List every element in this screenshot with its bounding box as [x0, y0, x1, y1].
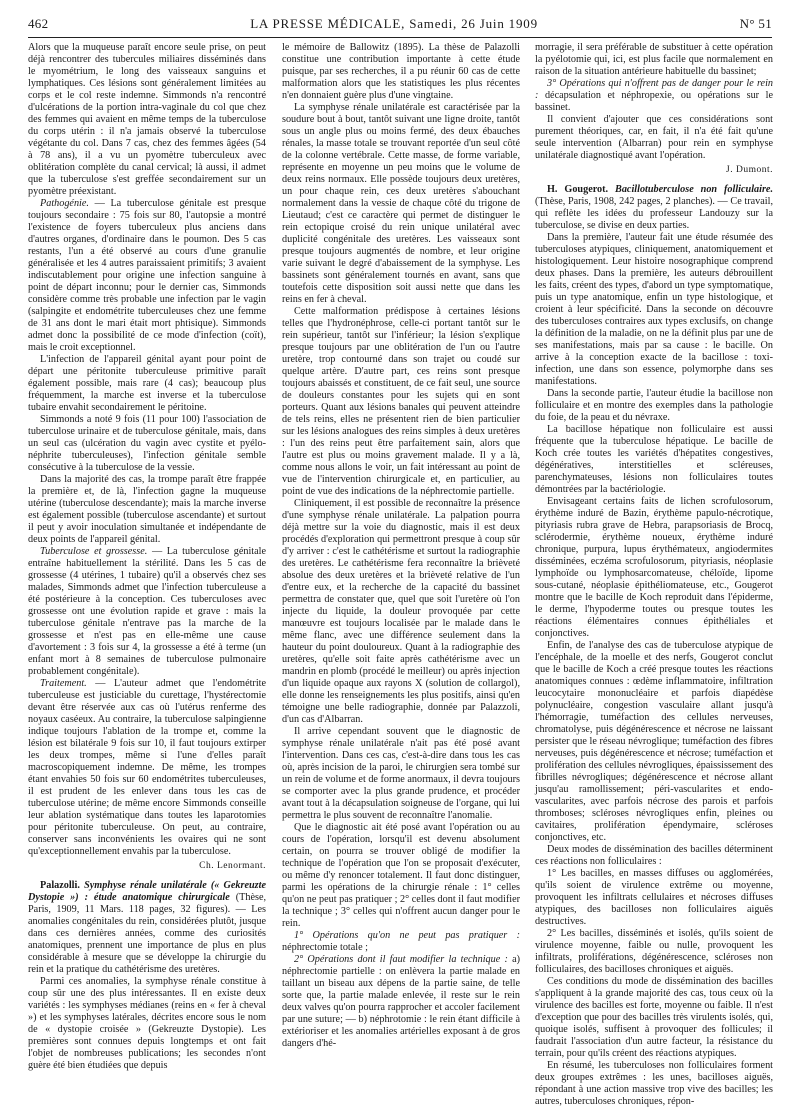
issue-number: N° 51	[739, 16, 772, 31]
paragraph-text: a) néphrectomie partielle : on enlèvera la partie malade en taillant un biseau aux dépens de la partie saine, de telle sorte que, la partie malade enlevée, il reste sur le rein deux valves qu'on pourra rapprocher et accoler facilement par une suture; — b) néphrotomie : le rein étant difficile à extérioriser et les anomalies artérielles exposant à de gros dangers d'hé-	[282, 954, 520, 1049]
paragraph: Parmi ces anomalies, la symphyse rénale constitue à coup sûr une des plus intéressantes. Il en existe deux variétés : les symphyses médianes (reins en « fer à cheval ») et les symphyses latérales, décrites encore sous le nom de « dystopie croisée » (Gekreuzte Dystopie). Les premières sont connues depuis longtemps et ont fait l'objet de nombreuses publications; les secondes n'ont guère été bien étudiées que depuis	[28, 976, 266, 1071]
paragraph: Envisageant certains faits de lichen scrofulosorum, érythème induré de Bazin, érythème papulo-nécrotique, pityriasis rubra grave de Hebra, parapsoriasis de Brocq, sclérodermie, érythème noueux, érythème induré chronique, purpura, lupus érythémateux, angiodermites disséminées, eczéma scrofulosorum, pityriasis, néoplasie lymphoïde ou lymphosarcomateuse, chéloïde, lipome sous-cutané, néoplasie épithéliomateuse, etc., Gougerot montre que le bacille de Koch reproduit dans l'épiderme, le derme, l'hypoderme toutes ou presque toutes les réactions élémentaires connues épithéliales et conjonctives.	[535, 496, 773, 639]
paragraph: Cliniquement, il est possible de reconnaître la présence d'une symphyse rénale unilatérale. La palpation pourra déjà mettre sur la voie du diagnostic, mais il est deux procédés d'exploration qui permettront presque à coup sûr d'y arriver : c'est le cathétérisme et surtout la radiographie des uretères. Le cathétérisme fera reconnaître la brièveté absolue des deux uretères et la brièveté relative de l'un d'entre eux, et la recherche de la capacité du bassinet permettra de constater que, quel que soit l'uretère où l'on injecte du liquide, la douleur provoquée par cette manœuvre est toujours localisée par le malade dans le même flanc, avec une différence seulement dans la hauteur du point douloureux. Quant à la radiographie des uretères, qu'elle soit faite après cathétérisme avec un mandrin en plomb (procédé le meilleur) ou après injection d'un liquide opaque aux rayons X (solution de collargol), elle donne les renseignements les plus positifs, ainsi qu'en témoigne une belle radiographie, donnée par Palazzoli, d'un cas d'Albarran.	[282, 498, 520, 725]
review-book-title: Bacillotuberculose non folliculaire.	[615, 184, 773, 195]
paragraph-grossesse	[28, 546, 266, 678]
paragraph: 1° Les bacilles, en masses diffuses ou agglomérées, qu'ils soient de virulence extrême ou moyenne, provoquent les infiltrats cellulaires et nécroses diffuses atypiques, des bacilloses non folliculaires aiguës destructives.	[535, 868, 773, 927]
paragraph-text: décapsulation et néphropexie, ou opérations sur le bassinet.	[535, 90, 773, 113]
page-number: 462	[28, 16, 49, 31]
review-book-title: Symphyse rénale unilatérale (« Gekreuzte Dystopie ») : étude anatomique chirurgicale	[28, 880, 266, 903]
paragraph: En résumé, les tuberculoses non folliculaires forment deux groupes extrêmes : les unes, bacilloses aiguës, répondant à une action massive trop vive des bacilles; les autres, tuberculoses chroniques, répon-	[535, 1060, 773, 1107]
paragraph: Il arrive cependant souvent que le diagnostic de symphyse rénale unilatérale n'ait pas été posé avant l'intervention. Dans ces cas, c'est-à-dire dans tous les cas où, après incision de la paroi, le chirurgien sera tombé sur un rein de volume et de forme anormaux, il devra toujours se comporter avec la plus grande prudence, et procéder avant tout à la décapsulation soigneuse de l'organe, qui lui permettra le plus souvent de reconnaître l'anomalie.	[282, 726, 520, 821]
paragraph: La bacillose hépatique non folliculaire est aussi fréquente que la tuberculose hépatique. Le bacille de Koch crée toutes les variétés d'hépatites congestives, dégénératives, interstitielles et scléreuses, parenchymateuses, lésions non folliculaires toutes démontrées par la bactériologie.	[535, 424, 773, 495]
paragraph: Ces conditions du mode de dissémination des bacilles s'appliquent à la grande majorité des cas, tous ceux où la virulence des bacilles est forte, moyenne ou faible. Il n'est d'exception que pour des bacilles très virulents isolés, qui, quoique isolés, suffisent à provoquer des follicules; il faudrait l'association d'un autre facteur, la résistance du terrain, pour qu'ils créent des réactions atypiques.	[535, 976, 773, 1059]
paragraph: Enfin, de l'analyse des cas de tuberculose atypique de l'encéphale, de la moelle et des nerfs, Gougerot conclut que le bacille de Koch a créé presque toutes les réactions anatomiques connues : œdème inflammatoire, infiltration leucocytaire mononucléaire et parfois diapédèse polynucléaire, congestion vasculaire allant jusqu'à l'hémorragie, tuméfaction des cellules nerveuses, chromatolyse, puis dégénérescence et nécrose ne laissant persister que le réseau névroglique; tuméfaction des fibres nerveuses, puis dégénérescence et nécrose; tuméfaction et prolifération des cellules névrogliques, épaississement des fibrilles névrogliques; dégénérescence et nécrose allant jusqu'au ramollissement; péri-vascularites et endo-vascularites, avec parfois nécrose des parois et parfois thromboses; scléroses névrogliques enfin, pleines ou cavitaires, prolifération épendymaire, scléroses conjonctives, etc.	[535, 640, 773, 843]
paragraph: Alors que la muqueuse paraît encore seule prise, on peut déjà rencontrer des tubercules miliaires disséminés dans le myométrium, le long des vaisseaux sanguins et lymphatiques. Ces lésions sont généralement limitées au corps et le col reste indemne. Simmonds n'a rencontré d'ulcérations de la portion intra-vaginale du col que chez des femmes qui avaient en même temps de la tuberculose du corps utérin : il n'a jamais observé la tuberculose végétante du col. Dans 7 cas, chez des femmes âgées (54 à 78 ans), il a vu un pyomètre tuberculeux avec oblitération complète du canal cervical; là aussi, il admet que la tuberculose s'est greffée secondairement sur un pyomètre préexistant.	[28, 42, 266, 197]
review-heading	[535, 184, 773, 232]
author-signature: J. Dumont.	[726, 165, 773, 175]
review-author: H. Gougerot.	[547, 184, 609, 195]
paragraph: Cette malformation prédispose à certaines lésions telles que l'hydronéphrose, celle-ci portant tantôt sur le rein supérieur, tantôt sur l'inférieur; la lésion s'explique presque toujours par une oblitération de l'un ou l'autre uretère, trop contourné dans son trajet ou coudé sur quelque artère. D'autre part, ces reins sont presque toujours abaissés et constituent, de ce fait seul, une source de douleurs constantes pour les sujets qui en sont porteurs. Quant aux lésions banales qui peuvent atteindre de tels reins, elles ne présentent rien de bien particulier sur les lésions analogues des reins simples à deux uretères : l'un des reins peut être parfaitement sain, alors que l'autre est plus ou moins gravement malade. Il y a là, comme nous allons le voir, un fait intéressant au point de vue de l'intervention chirurgicale et, en particulier, au point de vue des indications de la néphrectomie partielle.	[282, 306, 520, 497]
section-lead: Traitement.	[40, 678, 87, 689]
paragraph-text: néphrectomie totale ;	[282, 942, 368, 953]
review-intro: (Thèse, Paris, 1909, 11 Mars. 118 pages, 32 figures). — Les anomalies congénitales du rein, considérées plutôt, jusque dans ces dernières années, comme des curiosités anatomiques, prennent une importance de plus en plus considérable à mesure que se développe la chirurgie du rein et la pratique du cathétérisme des uretères.	[28, 892, 267, 975]
review-author: Palazolli.	[40, 880, 80, 891]
section-lead: Pathogénie.	[40, 198, 89, 209]
column-middle	[282, 42, 520, 1072]
review-heading	[28, 880, 266, 976]
section-lead: Tuberculose et grossesse.	[40, 546, 148, 557]
paragraph: Simmonds a noté 9 fois (11 pour 100) l'association de tuberculose urinaire et de tuberculose génitale, mais, dans un seul cas (ulcération du vagin avec cystite et pyélo-néphrite tuberculeuses), l'infection génitale semble consécutive à la tuberculose de la vessie.	[28, 414, 266, 473]
paragraph: Dans la majorité des cas, la trompe paraît être frappée la première et, de là, l'infection gagne la muqueuse utérine (tuberculose descendante); mais la marche inverse est également possible (tuberculose ascendante) et surtout il peut y avoir inoculation simultanée et indépendante de deux points de l'appareil génital.	[28, 474, 266, 545]
section-lead: 2° Opérations dont il faut modifier la technique :	[294, 954, 508, 965]
page-header	[28, 16, 772, 34]
paragraph: Que le diagnostic ait été posé avant l'opération ou au cours de l'opération, lorsqu'il est devenu absolument certain, on pourra se trouver obligé de modifier la technique de l'opération que l'on se proposait d'exécuter, ou même d'y renoncer totalement. Il faut donc distinguer, parmi les opérations de la chirurgie rénale : 1° celles qu'on ne peut pas pratiquer ; 2° celles dont il faut modifier la technique ; 3° celles qui n'offrent aucun danger pour le rein.	[282, 822, 520, 929]
paragraph: Deux modes de dissémination des bacilles déterminent ces réactions non folliculaires :	[535, 844, 773, 867]
paragraph: morragie, il sera préférable de substituer à cette opération la pyélotomie qui, ici, est plus facile que normalement en raison de la situation antérieure habituelle du bassinet;	[535, 42, 773, 77]
paragraph-text: — La tuberculose génitale est presque toujours secondaire : 75 fois sur 80, l'autopsie a montré l'existence de foyers tuberculeux plus anciens dans d'autres organes, d'ordinaire dans le poumon. Des 5 cas restants, l'un a été observé au cours d'une granulie généralisée et les 4 autres paraissaient primitifs; 3 avaient indiscutablement pour origine une infection sanguine à point de départ inconnu; pour le dernier cas, Simmonds considère comme très probable une infection par le vagin (salpingite et endométrite tuberculeuses chez une femme de 31 ans dont le mari était mort phtisique). Simmonds admet donc la possibilité de ce mode d'infection (coït), mais le croit exceptionnel.	[28, 198, 266, 353]
section-lead: 1° Opérations qu'on ne peut pas pratiquer :	[294, 930, 520, 941]
paragraph-text: — L'auteur admet que l'endométrite tuberculeuse est justiciable du curettage, l'hystérectomie devant être réservée aux cas où l'utérus renferme des noyaux caséeux. Au contraire, la tuberculose salpingienne indique toujours l'ablation de la trompe et, comme la lésion est bilatérale 9 fois sur 10, il faut toujours extirper les deux trompes, même si l'une d'elles paraît macroscopiquement indemne. De même, les trompes étant envahies 50 fois sur 60 endométrites tuberculeuses, il est prudent de les enlever dans tous les cas de tuberculose utérine; de même encore Simmonds conseille leur ablation systématique dans toutes les laparotomies pour péritonite tuberculeuse. On peut, au contraire, conserver sans inconvénients les ovaires qui ne sont qu'exceptionnellement envahis par la tuberculose.	[28, 678, 266, 857]
paragraph-text: — La tuberculose génitale entraîne habituellement la stérilité. Dans les 5 cas de grossesse (4 utérines, 1 tubaire) qu'il a observés chez ses malades, Simmonds admet que l'infection tuberculeuse a été postérieure à la conception. Ces tuberculoses avec grossesse ont une évolution rapide et grave : mais la tuberculose génitale n'entrave pas la marche de la grossesse et n'est pas en elle-même une cause d'avortement : 3 fois sur 4, la grossesse a été à terme (un enfant mort à 8 semaines de tuberculose pulmonaire probablement congénitale).	[28, 546, 267, 677]
paragraph: Il convient d'ajouter que ces considérations sont purement théoriques, car, en fait, il n'a été fait qu'une seule intervention (Albarran) pour rein en symphyse unilatérale diagnostiqué avant l'opération.	[535, 114, 773, 161]
paragraph: Dans la première, l'auteur fait une étude résumée des tuberculoses atypiques, cliniquement, anatomiquement et histologiquement. Leur histoire nosographique comprend deux phases. Dans la première, les auteurs débrouillent les faits, créent des types, d'abord un type symptomatique, puis un type anatomique, enfin un type histologique, et croient à leur spécificité. Dans la seconde on découvre des tuberculoses contraires aux types exclusifs, on change la définition de la maladie, on ne la définit plus par une de ses manifestations, mais par sa cause : le bacille. On arrive à la conception exacte de la bacillose : toxi-infection, une dans son essence, polymorphe dans ses manifestations.	[535, 232, 773, 387]
paragraph: 2° Les bacilles, disséminés et isolés, qu'ils soient de virulence moyenne, faible ou nulle, provoquent les infiltrats, proliférations, dégénérescence, scléroses non folliculaires, des bacilloses chroniques et aiguës.	[535, 928, 773, 975]
review-intro: (Thèse, Paris, 1908, 242 pages, 2 planches). — Ce travail, qui reflète les idées du professeur Landouzy sur la tuberculose, se divise en deux parties.	[535, 196, 773, 231]
paragraph: le mémoire de Ballowitz (1895). La thèse de Palazolli constitue une contribution importante à cette étude puisque, par ses recherches, il a pu réunir 60 cas de cette malformation alors que les statistiques les plus récentes n'en donnaient guère plus d'une vingtaine.	[282, 42, 520, 101]
paragraph-operations-2	[282, 954, 520, 1050]
section-lead: 3° Opérations qui n'offrent pas de danger pour le rein :	[535, 78, 773, 101]
paragraph-operations-1	[282, 930, 520, 954]
paragraph: L'infection de l'appareil génital ayant pour point de départ une péritonite tuberculeuse primitive paraît également possible, mais rare (4 cas); beaucoup plus fréquemment, la marche est inverse et la tuberculose tubaire envahit secondairement le péritoine.	[28, 354, 266, 413]
paragraph-traitement	[28, 678, 266, 858]
paragraph-operations-3	[535, 78, 773, 114]
paragraph-pathogenie	[28, 198, 266, 354]
column-left	[28, 42, 266, 1072]
column-right	[535, 42, 773, 1107]
author-signature: Ch. Lenormant.	[199, 861, 266, 871]
journal-title: LA PRESSE MÉDICALE, Samedi, 26 Juin 1909	[250, 16, 538, 31]
paragraph: La symphyse rénale unilatérale est caractérisée par la soudure bout à bout, tantôt suivant une ligne droite, tantôt sous un angle plus ou moins fermé, des deux ébauches rénales, la masse totale se trouvant reportée d'un seul côté de la colonne vertébrale. Cette masse, de forme variable, représente en moyenne un peu moins que le volume de deux reins normaux. Elle possède toujours deux uretères, un pour chaque rein, ces deux uretères s'abouchant normalement dans la vessie de chaque côté du trigone de Lieutaud; c'est ce caractère qui permet de distinguer le rein ectopique croisé du rein unique unilatéral avec duplicité congénitale des uretères. Les vaisseaux sont presque toujours augmentés de nombre, et leur origine varie suivant le degré d'abaissement de la symphyse. Les bassinets sont généralement tournés en avant, sans que toutefois cette disposition soit aussi nette que dans les reins en fer à cheval.	[282, 102, 520, 305]
paragraph: Dans la seconde partie, l'auteur étudie la bacillose non folliculaire et en montre des exemples dans la pathologie du foie, de la peau et du névraxe.	[535, 388, 773, 423]
header-rule	[28, 37, 772, 38]
